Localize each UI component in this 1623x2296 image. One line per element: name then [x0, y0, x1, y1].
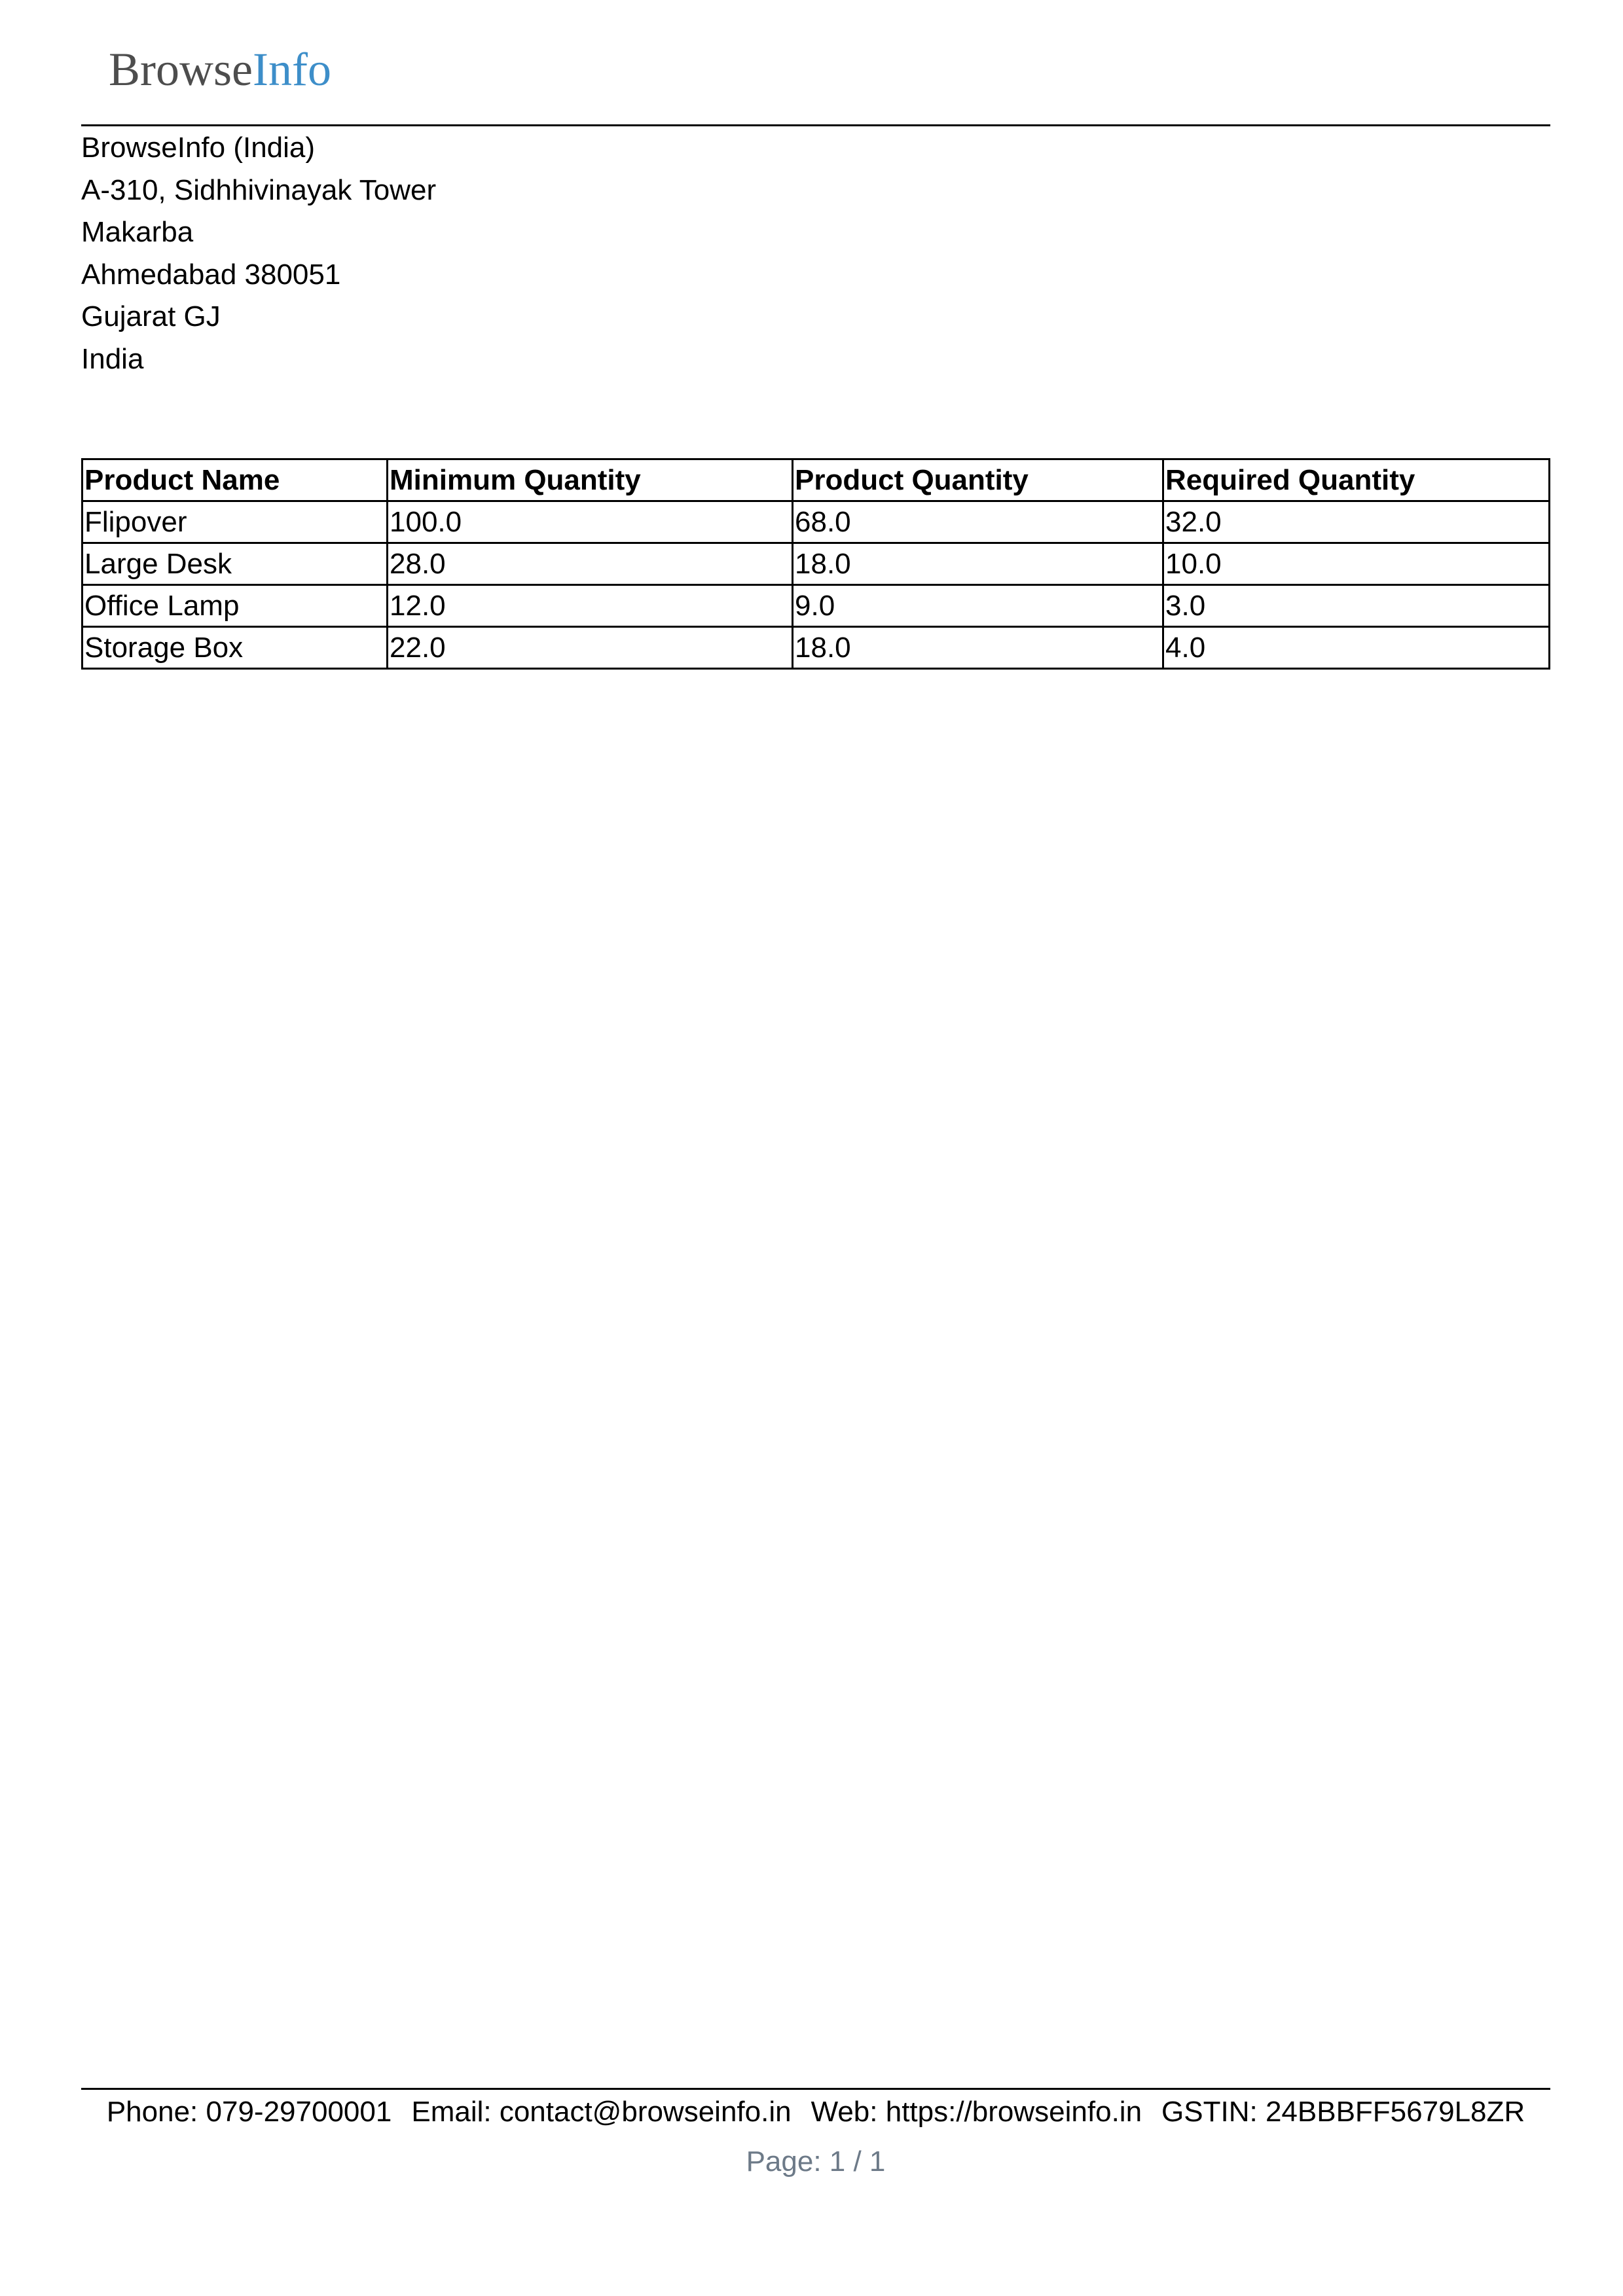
cell-required-quantity: 32.0	[1163, 501, 1550, 543]
company-address	[81, 127, 436, 380]
cell-product-quantity: 18.0	[793, 543, 1163, 585]
cell-product-name: Large Desk	[82, 543, 388, 585]
address-line-street: A-310, Sidhhivinayak Tower	[81, 173, 437, 206]
footer-email: Email: contact@browseinfo.in	[411, 2096, 792, 2128]
cell-product-quantity: 18.0	[793, 627, 1163, 669]
table-row	[82, 627, 1550, 669]
table-row	[82, 585, 1550, 627]
page-number: Page: 1 / 1	[746, 2145, 886, 2178]
cell-required-quantity: 4.0	[1163, 627, 1550, 669]
footer-phone: Phone: 079-29700001	[106, 2096, 392, 2128]
logo-text-info: Info	[252, 43, 331, 96]
address-line-state: Gujarat GJ	[81, 300, 221, 332]
cell-required-quantity: 3.0	[1163, 585, 1550, 627]
cell-minimum-quantity: 22.0	[388, 627, 793, 669]
cell-minimum-quantity: 28.0	[388, 543, 793, 585]
cell-minimum-quantity: 100.0	[388, 501, 793, 543]
footer-contact-info	[81, 2092, 1550, 2132]
footer-divider	[81, 2088, 1550, 2090]
cell-required-quantity: 10.0	[1163, 543, 1550, 585]
address-line-country: India	[81, 342, 144, 375]
cell-product-quantity: 9.0	[793, 585, 1163, 627]
logo-text-browse: Browse	[109, 43, 253, 96]
cell-product-name: Storage Box	[82, 627, 388, 669]
header-minimum-quantity: Minimum Quantity	[388, 459, 793, 501]
header-product-name: Product Name	[82, 459, 388, 501]
table-header-row	[82, 459, 1550, 501]
address-line-city: Ahmedabad 380051	[81, 258, 341, 291]
product-quantity-table	[81, 458, 1550, 670]
header-product-quantity: Product Quantity	[793, 459, 1163, 501]
cell-product-quantity: 68.0	[793, 501, 1163, 543]
cell-product-name: Office Lamp	[82, 585, 388, 627]
table-row	[82, 543, 1550, 585]
header-divider	[81, 124, 1550, 126]
company-logo	[109, 43, 331, 96]
table-row	[82, 501, 1550, 543]
cell-product-name: Flipover	[82, 501, 388, 543]
footer-gstin: GSTIN: 24BBBFF5679L8ZR	[1161, 2096, 1525, 2128]
header-required-quantity: Required Quantity	[1163, 459, 1550, 501]
cell-minimum-quantity: 12.0	[388, 585, 793, 627]
address-line-area: Makarba	[81, 216, 194, 248]
footer-web: Web: https://browseinfo.in	[811, 2096, 1142, 2128]
address-line-company: BrowseInfo (India)	[81, 132, 316, 164]
